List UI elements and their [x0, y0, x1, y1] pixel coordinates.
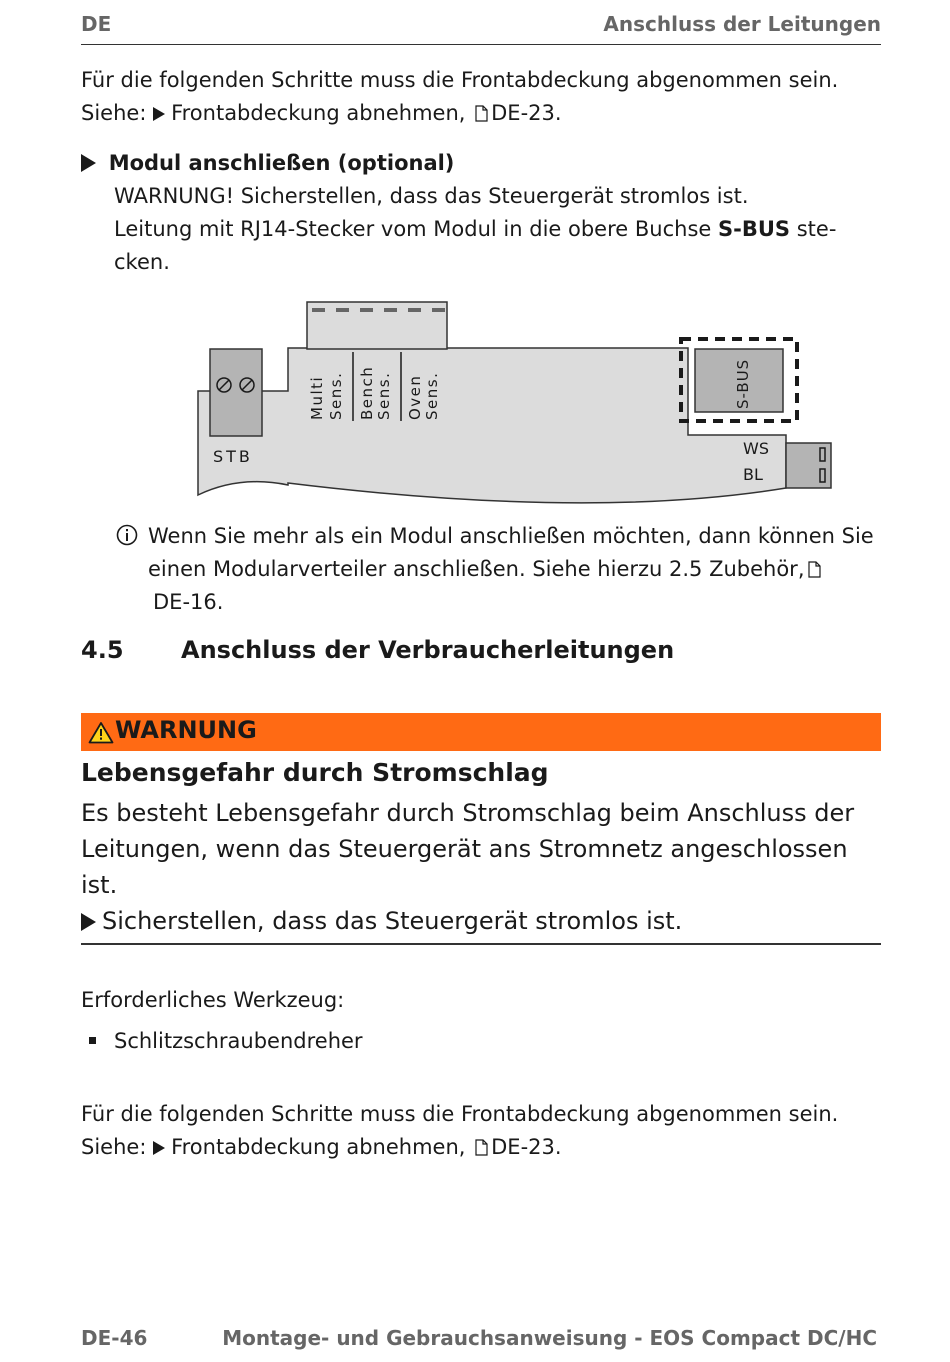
warning-line-2: Leitungen, wenn das Steuergerät ans Stromnetz angeschlossen	[81, 835, 848, 863]
footer-document-title: Montage- und Gebrauchsanweisung - EOS Compact DC/HC	[222, 1326, 877, 1350]
header-lang: DE	[81, 12, 112, 36]
page-ref-icon	[808, 561, 821, 578]
info-icon	[116, 524, 138, 550]
see-prefix: Siehe:	[81, 101, 147, 125]
step-text-b: ste-	[796, 217, 837, 241]
see-reference	[81, 97, 838, 130]
warning-label: WARNUNG	[115, 716, 257, 744]
board-diagram	[190, 295, 840, 510]
arrow-right-icon	[153, 107, 165, 121]
bl-label: BL	[743, 465, 763, 484]
see-reference	[81, 1131, 838, 1164]
see-link[interactable]: Frontabdeckung abnehmen,	[171, 101, 466, 125]
warning-triangle-icon	[88, 721, 114, 744]
info-line-3[interactable]: DE-16.	[153, 590, 224, 614]
info-line-2-text: einen Modularverteiler anschließen. Siehe hierzu 2.5 Zubehör,	[148, 557, 805, 581]
intro-line: Für die folgenden Schritte muss die Frontabdeckung abgenommen sein.	[81, 68, 839, 92]
action-arrow-icon	[81, 913, 96, 931]
step-text-bold: S-BUS	[718, 217, 791, 241]
warning-end-rule	[81, 943, 881, 945]
warning-body	[81, 795, 854, 939]
stb-label: STB	[213, 447, 253, 466]
warning-line-3: ist.	[81, 871, 118, 899]
page-ref-icon	[475, 1139, 488, 1156]
see-page[interactable]: DE-23.	[491, 1135, 562, 1159]
step-title-row	[81, 147, 454, 180]
ws-label: WS	[743, 439, 769, 458]
multi-label-2: Sens.	[327, 371, 345, 420]
sbus-label: S-BUS	[734, 358, 752, 409]
tools-list-item	[89, 1025, 363, 1058]
warning-action	[81, 903, 854, 939]
tools-label: Erforderliches Werkzeug:	[81, 988, 345, 1012]
page-ref-icon	[475, 105, 488, 122]
bench-label-1: Bench	[358, 365, 376, 420]
info-line-1: Wenn Sie mehr als ein Modul anschließen möchten, dann können Sie	[148, 524, 874, 548]
top-terminal-block	[307, 302, 447, 349]
bench-label-2: Sens.	[375, 371, 393, 420]
section-title: Anschluss der Verbraucherleitungen	[181, 636, 675, 664]
stb-block	[210, 349, 262, 436]
footer-page-number: DE-46	[81, 1326, 148, 1350]
multi-label-1: Multi	[308, 375, 326, 420]
oven-label-1: Oven	[406, 374, 424, 420]
step-instruction	[114, 213, 836, 246]
oven-label-2: Sens.	[423, 371, 441, 420]
step-text-c: cken.	[114, 250, 170, 274]
info-note	[148, 520, 888, 619]
warning-bar	[81, 713, 881, 751]
arrow-right-icon	[153, 1141, 165, 1155]
section-number: 4.5	[81, 636, 124, 664]
step-arrow-icon	[81, 154, 96, 172]
step-body	[114, 180, 836, 279]
see-link[interactable]: Frontabdeckung abnehmen,	[171, 1135, 466, 1159]
step-warning: WARNUNG! Sicherstellen, dass das Steuergerät stromlos ist.	[114, 184, 749, 208]
intro-paragraph-2	[81, 1098, 838, 1164]
warning-heading: Lebensgefahr durch Stromschlag	[81, 758, 549, 787]
tool-name: Schlitzschraubendreher	[114, 1029, 363, 1053]
intro-line: Für die folgenden Schritte muss die Frontabdeckung abgenommen sein.	[81, 1102, 839, 1126]
header-rule	[81, 44, 881, 45]
step-title: Modul anschließen (optional)	[108, 151, 455, 175]
see-page[interactable]: DE-23.	[491, 101, 562, 125]
header-section-title: Anschluss der Leitungen	[603, 12, 881, 36]
see-prefix: Siehe:	[81, 1135, 147, 1159]
warning-line-1: Es besteht Lebensgefahr durch Stromschlag beim Anschluss der	[81, 799, 855, 827]
warning-action-text: Sicherstellen, dass das Steuergerät stromlos ist.	[102, 907, 683, 935]
step-text-a: Leitung mit RJ14-Stecker vom Modul in die obere Buchse	[114, 217, 712, 241]
info-line-2	[148, 553, 888, 586]
bullet-icon	[89, 1037, 96, 1044]
intro-paragraph-1	[81, 64, 838, 130]
